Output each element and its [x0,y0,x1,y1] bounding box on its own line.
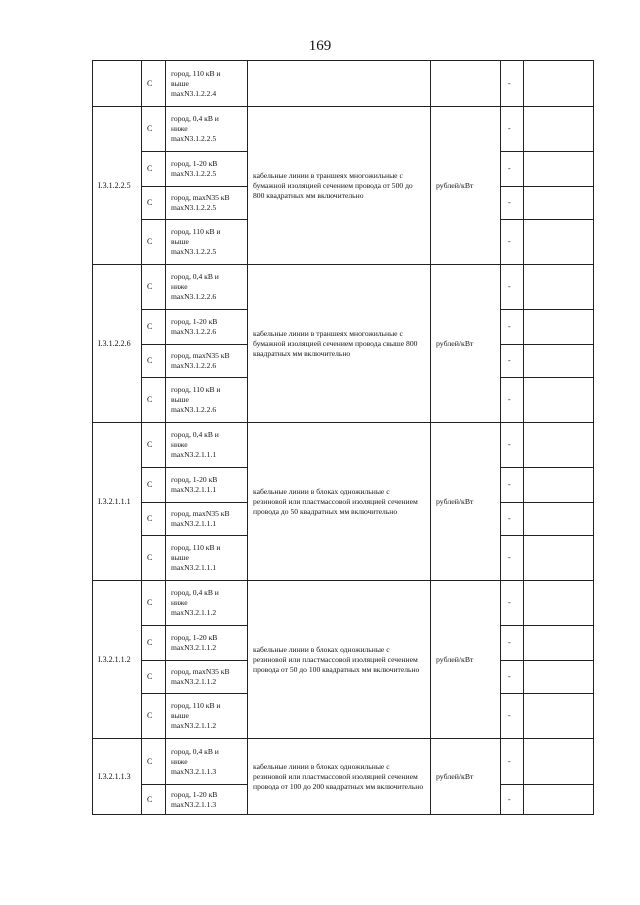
empty-cell [524,107,594,152]
description-cell: кабельные линии в траншеях многожильные с бумажной изоляцией сечением провода свыше 800 квадратных мм включительно [248,265,431,423]
empty-cell [524,785,594,815]
empty-cell [524,581,594,626]
c-cell: С [142,694,166,739]
voltage-level-cell: город, 1-20 кВ maxN3.1.2.2.6 [166,310,248,345]
voltage-level-cell: город, 0,4 кВ и ниже maxN3.2.1.1.2 [166,581,248,626]
description-cell: кабельные линии в блоках одножильные с резиновой или пластмассовой изоляцией сечением провода от 50 до 100 квадратных мм включительно [248,581,431,739]
c-cell: С [142,468,166,503]
voltage-level-cell: город, 1-20 кВ maxN3.2.1.1.2 [166,626,248,661]
value-cell: - [501,107,524,152]
value-cell: - [501,265,524,310]
row-code-cell: I.3.1.2.2.5 [93,107,142,265]
empty-cell [524,739,594,785]
table-row [93,61,594,107]
c-cell: С [142,345,166,378]
description-cell [248,61,431,107]
c-cell: С [142,626,166,661]
empty-cell [524,694,594,739]
row-code-cell: I.3.2.1.1.3 [93,739,142,815]
c-cell: С [142,503,166,536]
c-cell: С [142,661,166,694]
c-cell: С [142,378,166,423]
c-cell: С [142,739,166,785]
description-cell: кабельные линии в блоках одножильные с резиновой или пластмассовой изоляцией сечением провода до 50 квадратных мм включительно [248,423,431,581]
value-cell: - [501,187,524,220]
empty-cell [524,152,594,187]
c-cell: С [142,220,166,265]
value-cell: - [501,468,524,503]
voltage-level-cell: город, 1-20 кВ maxN3.1.2.2.5 [166,152,248,187]
value-cell: - [501,785,524,815]
voltage-level-cell: город, 0,4 кВ и ниже maxN3.1.2.2.5 [166,107,248,152]
value-cell: - [501,423,524,468]
empty-cell [524,503,594,536]
voltage-level-cell: город, 110 кВ и выше maxN3.1.2.2.5 [166,220,248,265]
voltage-level-cell: город, maxN35 кВ maxN3.1.2.2.5 [166,187,248,220]
table-body [93,61,594,815]
empty-cell [524,423,594,468]
c-cell: С [142,61,166,107]
empty-cell [524,220,594,265]
row-code-cell: I.3.1.2.2.6 [93,265,142,423]
empty-cell [524,536,594,581]
tariff-table [92,60,594,815]
c-cell: С [142,152,166,187]
c-cell: С [142,107,166,152]
value-cell: - [501,739,524,785]
voltage-level-cell: город, 1-20 кВ maxN3.2.1.1.1 [166,468,248,503]
empty-cell [524,265,594,310]
description-cell: кабельные линии в траншеях многожильные с бумажной изоляцией сечением провода от 500 до 800 квадратных мм включительно [248,107,431,265]
unit-cell: рублей/кВт [431,107,501,265]
empty-cell [524,378,594,423]
voltage-level-cell: город, 110 кВ и выше maxN3.2.1.1.2 [166,694,248,739]
table-row [93,107,594,152]
table-row [93,265,594,310]
value-cell: - [501,310,524,345]
row-code-cell: I.3.2.1.1.1 [93,423,142,581]
c-cell: С [142,423,166,468]
value-cell: - [501,345,524,378]
voltage-level-cell: город, 110 кВ и выше maxN3.1.2.2.6 [166,378,248,423]
unit-cell: рублей/кВт [431,423,501,581]
voltage-level-cell: город, 0,4 кВ и ниже maxN3.2.1.1.3 [166,739,248,785]
voltage-level-cell: город, maxN35 кВ maxN3.1.2.2.6 [166,345,248,378]
voltage-level-cell: город, 0,4 кВ и ниже maxN3.1.2.2.6 [166,265,248,310]
voltage-level-cell: город, 1-20 кВ maxN3.2.1.1.3 [166,785,248,815]
value-cell: - [501,536,524,581]
value-cell: - [501,661,524,694]
unit-cell: рублей/кВт [431,581,501,739]
table-row [93,581,594,626]
c-cell: С [142,265,166,310]
value-cell: - [501,378,524,423]
value-cell: - [501,694,524,739]
voltage-level-cell: город, 0,4 кВ и ниже maxN3.2.1.1.1 [166,423,248,468]
c-cell: С [142,785,166,815]
unit-cell: рублей/кВт [431,739,501,815]
voltage-level-cell: город, 110 кВ и выше maxN3.1.2.2.4 [166,61,248,107]
description-cell: кабельные линии в блоках одножильные с резиновой или пластмассовой изоляцией сечением провода от 100 до 200 квадратных мм включительно [248,739,431,815]
value-cell: - [501,220,524,265]
c-cell: С [142,581,166,626]
value-cell: - [501,61,524,107]
empty-cell [524,310,594,345]
row-code-cell: I.3.2.1.1.2 [93,581,142,739]
page-number: 169 [308,38,332,54]
value-cell: - [501,503,524,536]
unit-cell [431,61,501,107]
value-cell: - [501,581,524,626]
empty-cell [524,345,594,378]
value-cell: - [501,152,524,187]
table-row [93,423,594,468]
c-cell: С [142,310,166,345]
empty-cell [524,187,594,220]
c-cell: С [142,536,166,581]
empty-cell [524,468,594,503]
unit-cell: рублей/кВт [431,265,501,423]
empty-cell [524,626,594,661]
value-cell: - [501,626,524,661]
empty-cell [524,661,594,694]
c-cell: С [142,187,166,220]
table-row [93,739,594,785]
empty-cell [524,61,594,107]
voltage-level-cell: город, 110 кВ и выше maxN3.2.1.1.1 [166,536,248,581]
code-cell [93,61,142,107]
voltage-level-cell: город, maxN35 кВ maxN3.2.1.1.2 [166,661,248,694]
voltage-level-cell: город, maxN35 кВ maxN3.2.1.1.1 [166,503,248,536]
